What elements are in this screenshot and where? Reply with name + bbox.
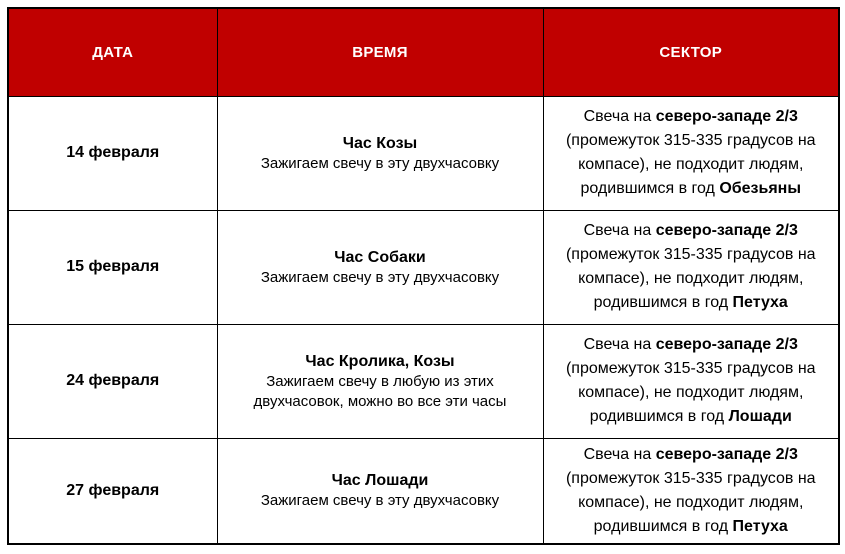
sector-text: Свеча на — [583, 108, 656, 125]
time-subtitle: Зажигаем свечу в эту двухчасовку — [260, 492, 500, 510]
sector-direction: северо-западе 2/3 — [655, 108, 798, 125]
date-cell: 14 февраля — [8, 96, 217, 210]
sector-text: (промежуток 315-335 градусов на компасе), не подходит людям, родившимся в год — [565, 132, 816, 197]
time-subtitle: Зажигаем свечу в эту двухчасовку — [260, 154, 500, 172]
sector-year: Обезьяны — [719, 180, 802, 197]
time-subtitle: Зажигаем свечу в эту двухчасовку — [260, 268, 500, 286]
column-header-time: ВРЕМЯ — [217, 8, 543, 96]
sector-text: (промежуток 315-335 градусов на компасе), не подходит людям, родившимся в год — [565, 360, 816, 425]
candle-schedule-table — [7, 7, 840, 545]
date-cell: 24 февраля — [8, 324, 217, 438]
column-header-sector: СЕКТОР — [543, 8, 839, 96]
time-cell — [217, 324, 543, 438]
time-subtitle: Зажигаем свечу в любую из этих двухчасовок, можно во все эти часы — [253, 372, 507, 410]
sector-text: (промежуток 315-335 градусов на компасе), не подходит людям, родившимся в год — [565, 469, 816, 535]
sector-cell — [543, 438, 839, 544]
date-cell: 15 февраля — [8, 210, 217, 324]
sector-direction: северо-западе 2/3 — [655, 222, 798, 239]
time-cell — [217, 210, 543, 324]
sector-text: Свеча на — [583, 222, 656, 239]
table-row — [8, 324, 839, 438]
sector-year: Петуха — [732, 517, 788, 535]
sector-direction: северо-западе 2/3 — [655, 445, 798, 463]
table-row — [8, 210, 839, 324]
sector-year: Петуха — [732, 294, 788, 311]
sector-direction: северо-западе 2/3 — [655, 336, 798, 353]
sector-text: Свеча на — [583, 445, 656, 463]
sector-cell — [543, 96, 839, 210]
time-title: Час Козы — [342, 134, 418, 152]
time-title: Час Собаки — [334, 248, 426, 266]
time-cell — [217, 96, 543, 210]
header-row — [8, 8, 839, 96]
date-cell: 27 февраля — [8, 438, 217, 544]
sector-cell — [543, 324, 839, 438]
sector-year: Лошади — [728, 408, 792, 425]
time-title: Час Лошади — [331, 472, 429, 490]
table-row — [8, 96, 839, 210]
time-title: Час Кролика, Козы — [305, 352, 455, 370]
sector-text: (промежуток 315-335 градусов на компасе), не подходит людям, родившимся в год — [565, 246, 816, 311]
sector-text: Свеча на — [583, 336, 656, 353]
time-cell — [217, 438, 543, 544]
table-row — [8, 438, 839, 544]
sector-cell — [543, 210, 839, 324]
column-header-date: ДАТА — [8, 8, 217, 96]
